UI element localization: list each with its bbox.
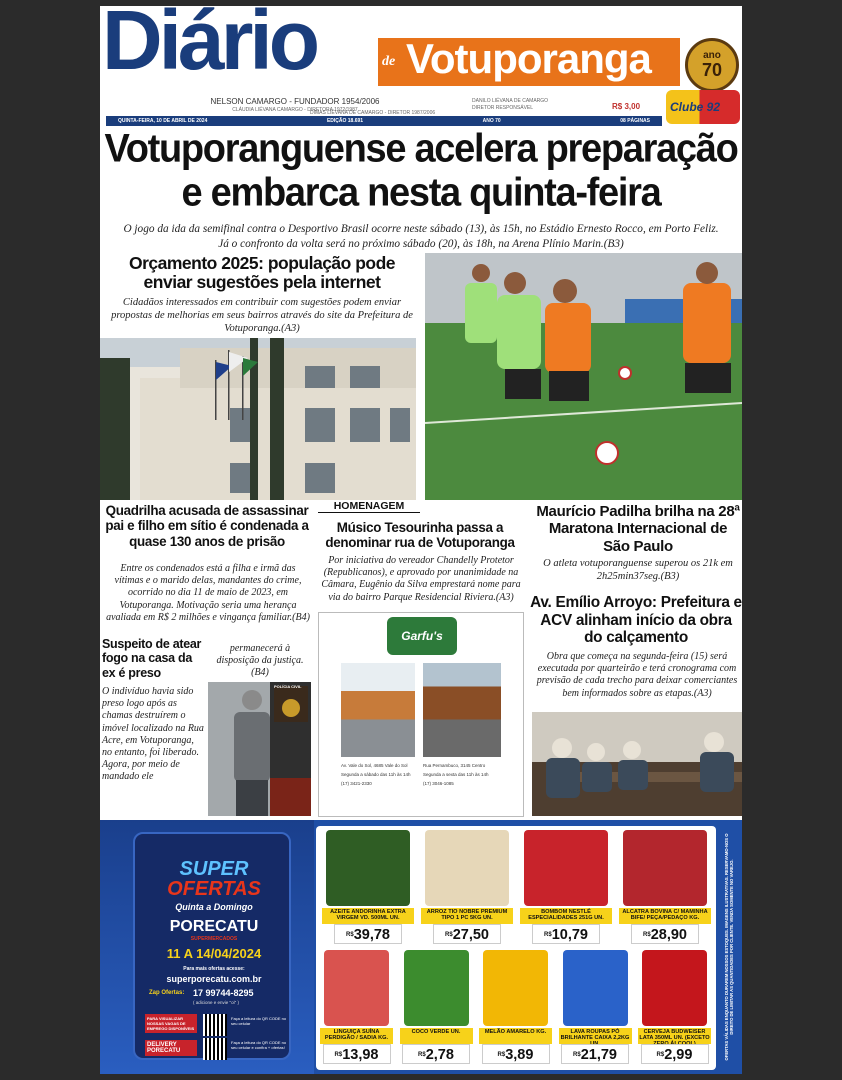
players-illustration — [425, 253, 742, 500]
meeting-photo — [532, 712, 742, 816]
headline-line-1: Votuporanguense acelera preparação — [104, 126, 738, 171]
quadrilha-title[interactable]: Quadrilha acusada de assassinar pai e filho em sítio é condenada a quase 130 anos de prisão — [105, 503, 309, 549]
currency-symbol: R$ — [573, 1052, 581, 1058]
ad-delivery: DELIVERY PORECATU — [145, 1040, 197, 1056]
director-3-name: DANILO LIÉVANA DE CAMARGO — [472, 98, 549, 104]
product-card[interactable] — [419, 828, 515, 946]
garfus-logo: Garfu's — [387, 617, 457, 655]
product-card[interactable] — [557, 948, 634, 1066]
price-value: 27,50 — [452, 927, 489, 943]
product-image — [404, 950, 469, 1026]
super-text: SUPER — [179, 858, 249, 880]
currency-symbol: R$ — [418, 1052, 426, 1058]
suspeito-title[interactable]: Suspeito de atear fogo na casa da ex é preso — [102, 637, 202, 680]
product-price — [482, 1044, 550, 1064]
ad-jobs: PARA VISUALIZAR NOSSAS VAGAS DE EMPREGO DISPONÍVEIS — [145, 1014, 197, 1033]
musico-text: Por iniciativa do vereador Chandelly Protetor (Republicanos), e aprovado por unanimidade na Câmara, Eugênio da Silva emprestará nome para via do bairro Parque Residencial Riviera.(A3) — [321, 555, 521, 603]
product-image — [642, 950, 707, 1026]
mauricio-title[interactable]: Maurício Padilha brilha na 28ª Maratona Internacional de São Paulo — [536, 503, 740, 555]
director-1: CLÁUDIA LIÉVANA CAMARGO - DIRETORA 1972/1987 — [232, 107, 358, 113]
qr-note-2: Faça a leitura do QR CODE no seu celular e confira + ofertas! — [231, 1040, 287, 1050]
product-name: AZEITE ANDORINHA EXTRA VIRGEM VD. 500ML UN. — [322, 908, 414, 924]
garfus-store-photo-1 — [341, 663, 415, 757]
orcamento-text: Cidadãos interessados em contribuir com sugestões podem enviar propostas de melhorias em seus bairros através do site da Prefeitura de Votuporanga.(A3) — [111, 297, 413, 335]
product-card[interactable] — [617, 828, 713, 946]
products-grid — [316, 826, 716, 1070]
qr-code-2[interactable] — [203, 1038, 227, 1060]
product-name: CERVEJA BUDWEISER LATA 350ML UN. (EXCETO — [638, 1028, 711, 1044]
zap-number[interactable]: 17 99744-8295 — [193, 988, 254, 998]
ofertas-text: OFERTAS — [167, 878, 261, 900]
price-value: 28,90 — [650, 927, 687, 943]
product-name: LINGUIÇA SUÍNA PERDIGÃO / SADIA KG. — [320, 1028, 393, 1044]
headline-sub-1: O jogo da ida da semifinal contra o Desportivo Brasil ocorre neste sábado (13), às 15h, no Estádio Ernesto Rocco, em Porto Feliz. — [123, 223, 719, 235]
quadrilha-text: Entre os condenados está a filha e irmã das vítimas e o marido delas, mandantes do crime, ocorrido no dia 11 de maio de 2023, em Votuporanga. Motivação seria uma herança avaliada em R$ 2 milhões e vingança familiar.(B4) — [106, 563, 310, 623]
garfus-hours-1: Segunda a sábado das 11h às 14h — [341, 772, 411, 778]
ad-card — [133, 832, 291, 1060]
emilio-arroyo-title[interactable]: Av. Emílio Arroyo: Prefeitura e ACV alinham início da obra do calçamento — [530, 594, 742, 647]
currency-symbol: R$ — [656, 1052, 665, 1058]
qr-note-1: Faça a leitura do QR CODE no seu celular — [231, 1016, 287, 1026]
qr-code-1[interactable] — [203, 1014, 227, 1036]
edition-date: QUINTA-FEIRA, 10 DE ABRIL DE 2024 — [118, 118, 208, 124]
headline-line-2: e embarca nesta quinta-feira — [181, 170, 661, 215]
product-image — [324, 950, 389, 1026]
price-value: 3,89 — [505, 1047, 534, 1063]
zap-note: ( adicione e envie "oi" ) — [193, 1000, 239, 1005]
radio-logo — [666, 90, 740, 124]
suspect-photo — [208, 682, 311, 816]
edition-year: ANO 70 — [482, 118, 501, 124]
logo-diario: Diário — [102, 6, 317, 87]
product-card[interactable] — [518, 828, 614, 946]
product-image — [483, 950, 548, 1026]
suspect-illustration — [208, 682, 311, 816]
zap-label: Zap Ofertas: — [149, 990, 185, 996]
meeting-illustration — [532, 712, 742, 816]
garfus-phone-1: (17) 3421-2330 — [341, 781, 372, 787]
ad-more-offers: Para mais ofertas acesse: — [183, 966, 245, 972]
logo-de: de — [382, 54, 396, 69]
headline-sub-2: Já o confronto da volta será no próximo sábado (20), às 18h, na Arena Plínio Marin.(B3) — [218, 237, 624, 250]
price-value: 2,78 — [425, 1047, 454, 1063]
price-value: 10,79 — [551, 927, 588, 943]
currency-symbol: R$ — [334, 1052, 343, 1058]
product-price — [631, 924, 699, 944]
logo-votuporanga: Votuporanga — [406, 35, 651, 82]
players-training-photo — [425, 253, 742, 500]
product-card[interactable] — [320, 828, 416, 946]
product-image — [326, 830, 410, 906]
founder-text: NELSON CAMARGO - FUNDADOR 1954/2006 — [210, 97, 380, 106]
director-3 — [472, 98, 548, 111]
radio-name: Clube 92 — [670, 100, 721, 114]
ad-disclaimer-text: OFERTAS VÁLIDAS ENQUANTO DURAREM NOSSOS ESTOQUES. IMAGENS ILUSTRATIVAS. RESERVAMO-NOS O DIREITO DE LIMITAR AS QUANTIDADES POR CLIENTE. VENDA SOMENTE NO VAREJO. — [723, 833, 734, 1061]
mauricio-text: O atleta votuporanguense superou os 21k em 2h25min37seg.(B3) — [543, 558, 733, 582]
ad-site[interactable]: superporecatu.com.br — [166, 974, 262, 984]
suspeito-text: O indivíduo havia sido preso logo após as chamas destruírem o imóvel localizado na Rua Acre, em Votuporanga, no entanto, foi liberado. Agora, por meio de mandado ele — [102, 686, 204, 783]
porecatu-advertisement[interactable] — [100, 820, 742, 1074]
ad-validity: 11 A 14/04/2024 — [166, 946, 262, 961]
product-image — [524, 830, 608, 906]
product-card[interactable] — [318, 948, 395, 1066]
seal-label: ano — [703, 50, 721, 61]
edition-number: EDIÇÃO 18.691 — [326, 118, 364, 124]
price-value: 13,98 — [342, 1047, 379, 1063]
product-price — [334, 924, 402, 944]
product-card[interactable] — [398, 948, 475, 1066]
price-value: 21,79 — [580, 1047, 617, 1063]
currency-symbol: R$ — [445, 932, 453, 938]
headline-subtitle — [110, 222, 732, 251]
ad-disclaimer — [718, 824, 740, 1070]
product-price — [641, 1044, 709, 1064]
product-price — [433, 924, 501, 944]
garfus-address-2: Rua Pernambuco, 3145 Centro — [423, 763, 486, 768]
product-price — [323, 1044, 391, 1064]
city-hall-illustration — [100, 338, 416, 500]
director-3-role: DIRETOR RESPONSÁVEL — [472, 104, 534, 111]
product-price — [561, 1044, 629, 1064]
garfus-store-photo-2 — [423, 663, 501, 757]
product-name: COCO VERDE UN. — [400, 1028, 473, 1044]
homenagem-label: HOMENAGEM — [318, 500, 420, 513]
seal-number: 70 — [701, 60, 723, 80]
porecatu-sub: SUPERMERCADOS — [190, 936, 238, 942]
garfus-hours-2: Segunda a sexta das 11h às 14h — [423, 772, 489, 778]
product-price — [402, 1044, 470, 1064]
orcamento-title[interactable]: Orçamento 2025: população pode enviar sugestões pela internet — [128, 253, 396, 293]
main-headline[interactable] — [100, 128, 742, 216]
musico-title[interactable]: Músico Tesourinha passa a denominar rua de Votuporanga — [325, 520, 515, 551]
porecatu-brand: PORECATU — [169, 918, 259, 935]
garfus-store-2 — [423, 763, 501, 787]
suspeito-text-continued: permanecerá à disposição da justiça.(B4) — [216, 643, 304, 679]
garfus-store-1 — [341, 763, 417, 787]
product-name: ALCATRA BOVINA C/ MAMINHA BIFE/ PEÇA/PEDAÇO KG. — [619, 908, 711, 924]
edition-pages: 08 PÁGINAS — [620, 118, 650, 124]
emilio-arroyo-text: Obra que começa na segunda-feira (15) será executada por quarteirão e terá cronograma com previsão de cada trecho para deixar comerciantes bem informados sobre as etapas.(A3) — [536, 651, 738, 699]
anniversary-seal — [685, 38, 739, 92]
police-tag: POLÍCIA CIVIL — [274, 684, 302, 689]
product-card[interactable] — [477, 948, 554, 1066]
product-price — [532, 924, 600, 944]
product-name: BOMBOM NESTLÉ ESPECIALIDADES 251G UN. — [520, 908, 612, 924]
product-name: MELÃO AMARELO KG. — [479, 1028, 552, 1044]
issue-price: R$ 3,00 — [612, 102, 641, 111]
currency-symbol: R$ — [544, 932, 552, 938]
currency-symbol: R$ — [643, 932, 651, 938]
garfus-advertisement[interactable] — [318, 612, 524, 817]
product-image — [563, 950, 628, 1026]
price-value: 2,99 — [664, 1047, 693, 1063]
garfus-address-1: Av. Vale do Sol, 4685 Vale do Sol — [341, 763, 408, 768]
director-2: DIMAS LIÉVANA DE CAMARGO - DIRETOR 1987/2006 — [310, 110, 436, 116]
city-hall-photo — [100, 338, 416, 500]
currency-symbol: R$ — [497, 1052, 506, 1058]
garfus-phone-2: (17) 3046-1085 — [423, 781, 454, 787]
currency-symbol: R$ — [346, 932, 354, 938]
product-name: LAVA ROUPAS PÓ BRILHANTE CAIXA 2,2KG — [559, 1028, 632, 1044]
ad-days: Quinta a Domingo — [175, 902, 253, 912]
edition-strip — [106, 116, 662, 126]
ad-left-panel — [100, 820, 314, 1074]
product-name: ARROZ TIO NOBRE PREMIUM TIPO 1 PC 5KG UN. — [421, 908, 513, 924]
newspaper-page — [100, 6, 742, 1074]
price-value: 39,78 — [353, 927, 390, 943]
product-image — [425, 830, 509, 906]
product-image — [623, 830, 707, 906]
product-card[interactable] — [636, 948, 713, 1066]
